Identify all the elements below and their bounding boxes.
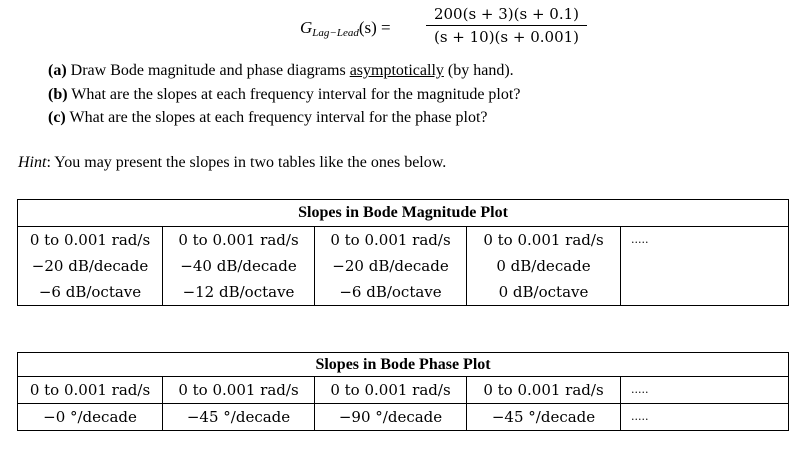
range-label: 0 to 0.001 rad/s [29, 231, 151, 249]
slope-per-decade: −20 dB/decade [332, 257, 449, 275]
phase-column-5-slope [621, 404, 789, 431]
range-label: 0 to 0.001 rad/s [330, 231, 451, 249]
range-label: 0 to 0.001 rad/s [178, 231, 299, 249]
magnitude-column-2 [163, 227, 315, 306]
phase-column-2-range [163, 377, 315, 404]
question-a-text-pre: Draw Bode magnitude and phase diagrams [70, 62, 350, 79]
transfer-function-lhs [300, 18, 391, 38]
phase-slopes-table [17, 352, 789, 431]
phase-column-3-slope [315, 404, 467, 431]
magnitude-column-1 [18, 227, 163, 306]
lhs-arg: (s) = [358, 18, 391, 37]
magnitude-column-4 [467, 227, 621, 306]
phase-column-1-range [18, 377, 163, 404]
range-label: 0 to 0.001 rad/s [483, 231, 604, 249]
slope-per-decade: −45 °/decade [186, 408, 291, 426]
denominator: (s + 10)(s + 0.001) [433, 28, 580, 46]
question-a [48, 62, 514, 80]
slope-per-decade: −0 °/decade [43, 408, 137, 426]
phase-column-4-slope [467, 404, 621, 431]
hint-label: Hint [18, 154, 47, 171]
phase-column-2-slope [163, 404, 315, 431]
slope-per-decade: −20 dB/decade [31, 257, 149, 275]
hint-text: : You may present the slopes in two tables like the ones below. [46, 154, 447, 171]
range-label: 0 to 0.001 rad/s [29, 381, 151, 399]
ellipsis: ..... [631, 233, 649, 246]
magnitude-table-title: Slopes in Bode Magnitude Plot [18, 200, 789, 227]
hint [18, 154, 446, 172]
question-c [48, 109, 488, 127]
lhs-symbol: G [300, 18, 313, 37]
lhs-subscript: Lag−Lead [312, 27, 359, 39]
magnitude-column-5 [621, 227, 789, 306]
question-b-text: What are the slopes at each frequency interval for the magnitude plot? [71, 86, 521, 103]
magnitude-slopes-table [17, 199, 789, 306]
phase-column-4-range [467, 377, 621, 404]
question-c-text: What are the slopes at each frequency interval for the phase plot? [69, 109, 488, 126]
slope-per-octave: −12 dB/octave [182, 283, 295, 301]
range-label: 0 to 0.001 rad/s [330, 381, 451, 399]
ellipsis: ..... [631, 383, 649, 396]
question-a-underlined: asymptotically [349, 62, 444, 79]
range-label: 0 to 0.001 rad/s [483, 381, 604, 399]
question-b [48, 86, 520, 104]
phase-table-title: Slopes in Bode Phase Plot [18, 353, 789, 377]
question-c-tag: (c) [48, 109, 66, 126]
question-a-tag: (a) [48, 62, 67, 79]
magnitude-column-3 [315, 227, 467, 306]
slope-per-decade: −40 dB/decade [180, 257, 297, 275]
range-label: 0 to 0.001 rad/s [178, 381, 299, 399]
question-a-text-post: (by hand). [443, 62, 514, 79]
phase-column-5-range [621, 377, 789, 404]
fraction [424, 4, 589, 47]
phase-column-3-range [315, 377, 467, 404]
slope-per-decade: 0 dB/decade [496, 257, 591, 275]
question-b-tag: (b) [48, 86, 68, 103]
slope-per-decade: −90 °/decade [338, 408, 443, 426]
numerator: 200(s + 3)(s + 0.1) [433, 5, 580, 23]
slope-per-decade: −45 °/decade [491, 408, 596, 426]
slope-per-octave: −6 dB/octave [38, 283, 142, 301]
slope-per-octave: −6 dB/octave [339, 283, 442, 301]
slope-per-octave: 0 dB/octave [498, 283, 589, 301]
ellipsis: ..... [631, 410, 649, 423]
phase-column-1-slope [18, 404, 163, 431]
